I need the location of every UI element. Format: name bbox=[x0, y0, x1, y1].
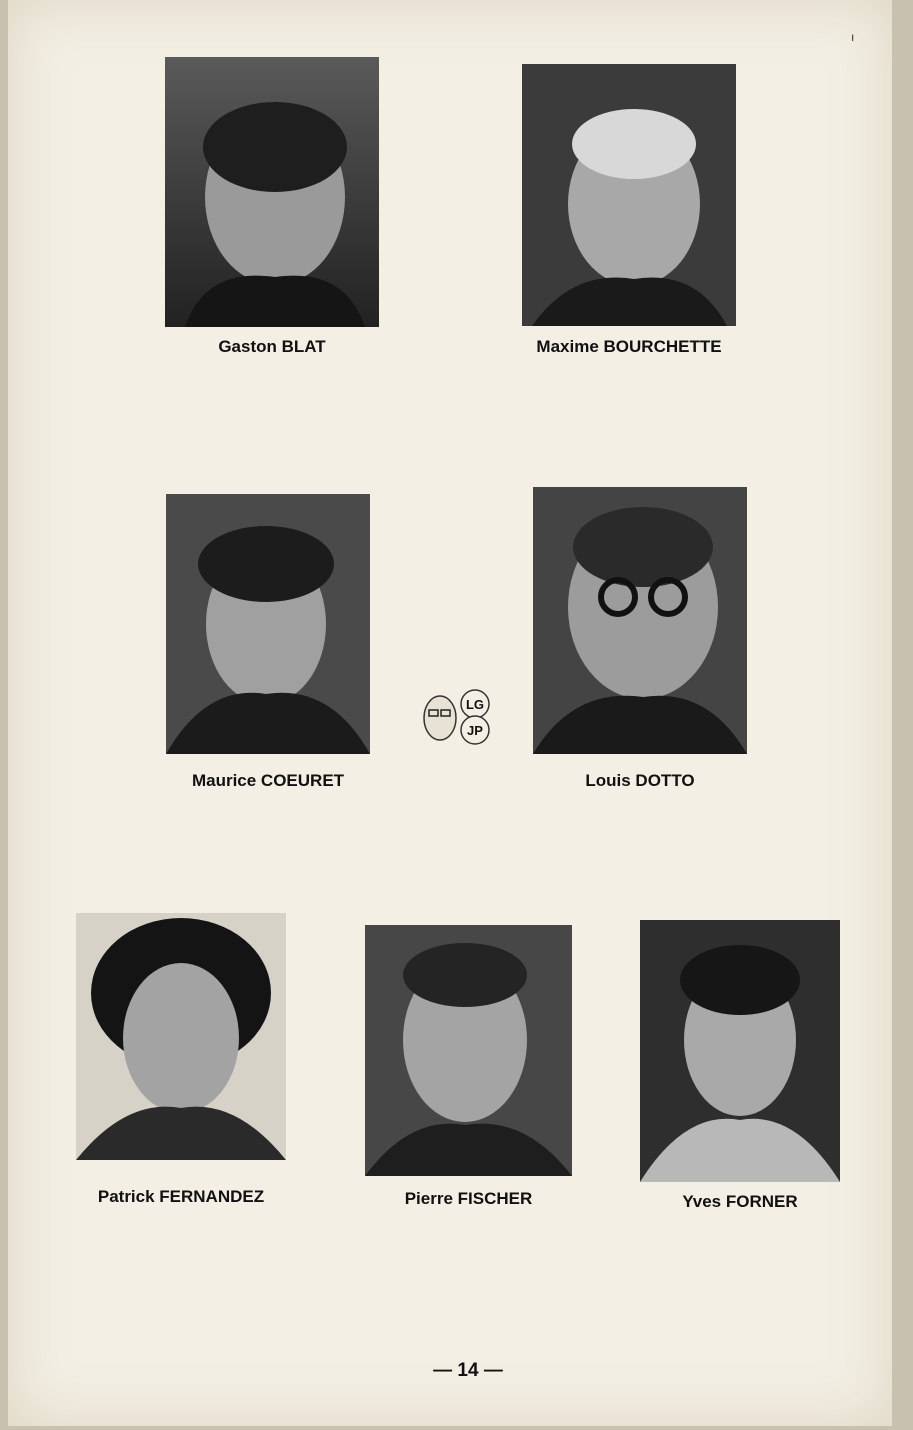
lgjp-logo bbox=[420, 686, 494, 746]
svg-text:LG: LG bbox=[465, 697, 485, 712]
portrait-caption: Pierre FISCHER bbox=[404, 1189, 533, 1208]
page-number: — 14 — bbox=[433, 1360, 503, 1381]
portrait-photo-forner bbox=[640, 920, 840, 1182]
portrait-photo-blat bbox=[165, 57, 379, 327]
portrait-photo-coeuret bbox=[166, 494, 370, 754]
portrait-photo-dotto bbox=[533, 487, 747, 754]
portrait-caption: Gaston BLAT bbox=[218, 337, 326, 356]
portrait-photo-fischer bbox=[365, 925, 572, 1176]
portrait-caption: Louis DOTTO bbox=[585, 771, 695, 790]
document-page bbox=[8, 0, 892, 1426]
portrait-photo-bourchette bbox=[522, 64, 736, 326]
portrait-caption: Maurice COEURET bbox=[191, 771, 345, 790]
portrait-caption: Patrick FERNANDEZ bbox=[97, 1187, 265, 1206]
portrait-caption: Maxime BOURCHETTE bbox=[536, 337, 722, 356]
svg-text:JP: JP bbox=[467, 723, 483, 738]
portrait-caption: Yves FORNER bbox=[682, 1192, 798, 1211]
portrait-photo-fernandez bbox=[76, 913, 286, 1160]
corner-mark: ı bbox=[851, 30, 855, 44]
